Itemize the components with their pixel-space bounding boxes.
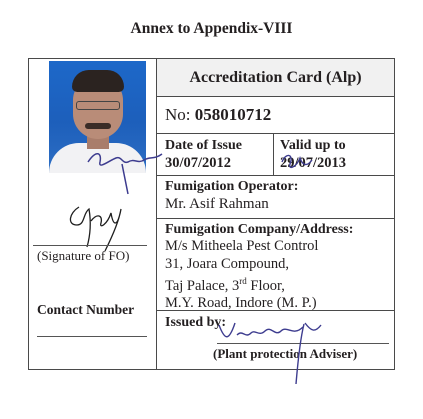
date-of-issue-label: Date of Issue	[165, 138, 242, 153]
holder-photo	[49, 61, 146, 173]
contact-number-line	[37, 336, 147, 337]
company-address-line: M.Y. Road, Indore (M. P.)	[165, 295, 317, 312]
card-details	[157, 59, 394, 369]
date-of-issue-value: 30/07/2012	[165, 155, 232, 171]
operator-name: Mr. Asif Rahman	[165, 196, 269, 212]
valid-up-to-cell	[274, 134, 394, 175]
issued-by-row	[157, 311, 394, 371]
signature-line	[33, 245, 147, 246]
signature-label: (Signature of FO)	[37, 248, 130, 263]
company-row	[157, 219, 394, 311]
card-number-row	[157, 97, 394, 134]
company-address-line: Taj Palace, 3rd Floor,	[165, 276, 285, 294]
company-address-line: M/s Mitheela Pest Control	[165, 238, 319, 254]
operator-row	[157, 176, 394, 219]
card-title: Accreditation Card (Alp)	[157, 59, 394, 97]
card-number-label: No:	[165, 105, 191, 124]
operator-label: Fumigation Operator:	[165, 179, 299, 194]
annex-title: Annex to Appendix-VIII	[130, 20, 293, 37]
date-of-issue-cell	[157, 134, 274, 175]
contact-number-label: Contact Number	[37, 302, 135, 317]
valid-up-to-value: 29/07/2013	[280, 155, 347, 171]
accreditation-card	[28, 58, 395, 370]
company-label: Fumigation Company/Address:	[165, 222, 354, 237]
card-left-panel	[29, 59, 157, 369]
issuer-signature-line	[217, 343, 389, 344]
card-number-value: 058010712	[194, 105, 272, 124]
adviser-label: (Plant protection Adviser)	[213, 346, 358, 361]
dates-row	[157, 134, 394, 176]
company-address-line: 31, Joara Compound,	[165, 255, 290, 272]
valid-up-to-label: Valid up to	[280, 138, 346, 153]
issued-by-label: Issued by:	[165, 315, 227, 330]
